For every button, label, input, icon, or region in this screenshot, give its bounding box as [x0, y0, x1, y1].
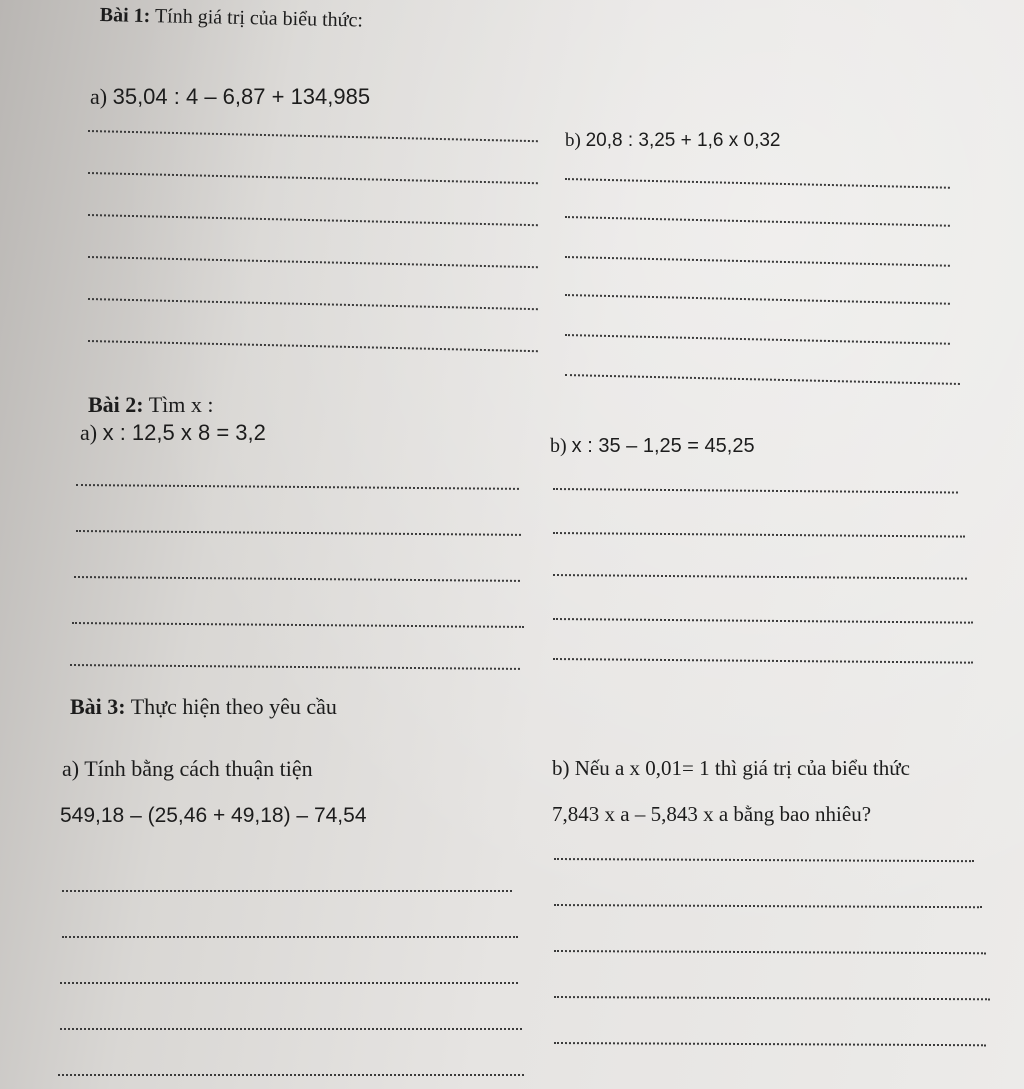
answer-line[interactable] — [565, 334, 950, 345]
answer-line[interactable] — [88, 256, 538, 268]
answer-line[interactable] — [565, 256, 950, 267]
answer-line[interactable] — [88, 340, 538, 352]
answer-line[interactable] — [70, 664, 520, 670]
answer-line[interactable] — [554, 1042, 986, 1046]
answer-line[interactable] — [553, 618, 973, 624]
bai1-a-label: a) — [90, 84, 108, 109]
answer-line[interactable] — [60, 1028, 522, 1030]
answer-line[interactable] — [88, 214, 538, 226]
answer-line[interactable] — [554, 996, 990, 1000]
answer-line[interactable] — [62, 936, 518, 938]
bai2-a-label: a) — [80, 420, 98, 445]
bai2-b-problem — [550, 435, 755, 458]
answer-line[interactable] — [76, 530, 521, 536]
bai3-heading-text: Thực hiện theo yêu cầu — [125, 694, 337, 719]
answer-line[interactable] — [88, 298, 538, 310]
bai2-heading — [88, 392, 214, 418]
bai2-b-expression: x : 35 – 1,25 = 45,25 — [571, 435, 755, 457]
bai2-a-problem — [80, 420, 266, 446]
bai3-b-expression: 7,843 x a – 5,843 x a bằng bao nhiêu? — [552, 802, 872, 826]
answer-line[interactable] — [88, 172, 538, 184]
answer-line[interactable] — [553, 532, 965, 538]
answer-line[interactable] — [565, 294, 950, 305]
answer-line[interactable] — [88, 130, 538, 142]
answer-line[interactable] — [554, 858, 974, 862]
bai3-heading-label: Bài 3: — [70, 694, 126, 719]
answer-line[interactable] — [60, 982, 518, 984]
bai3-b-title: b) Nếu a x 0,01= 1 thì giá trị của biểu thức — [552, 756, 910, 780]
bai3-heading — [70, 694, 337, 720]
bai2-b-label: b) — [550, 435, 567, 457]
bai1-heading-label: Bài 1: — [99, 4, 151, 28]
bai1-b-expression: 20,8 : 3,25 + 1,6 x 0,32 — [585, 130, 781, 151]
bai1-b-problem — [565, 130, 780, 152]
bai1-heading — [100, 4, 364, 33]
answer-line[interactable] — [62, 890, 512, 892]
answer-line[interactable] — [554, 950, 986, 954]
bai2-heading-label: Bài 2: — [88, 392, 144, 417]
answer-line[interactable] — [565, 178, 950, 189]
answer-line[interactable] — [76, 484, 519, 490]
answer-line[interactable] — [58, 1074, 524, 1076]
bai3-a-expression: 549,18 – (25,46 + 49,18) – 74,54 — [60, 804, 367, 827]
answer-line[interactable] — [565, 374, 960, 385]
answer-line[interactable] — [553, 574, 967, 580]
bai1-b-label: b) — [565, 130, 581, 151]
bai1-a-problem — [90, 84, 370, 110]
answer-line[interactable] — [72, 622, 524, 628]
answer-line[interactable] — [554, 904, 982, 908]
bai2-a-expression: x : 12,5 x 8 = 3,2 — [102, 420, 266, 445]
answer-line[interactable] — [74, 576, 520, 582]
bai1-heading-text: Tính giá trị của biểu thức: — [150, 5, 364, 32]
bai3-a-title: a) Tính bằng cách thuận tiện — [62, 756, 313, 781]
answer-line[interactable] — [553, 488, 958, 494]
answer-line[interactable] — [565, 216, 950, 227]
bai2-heading-text: Tìm x : — [143, 392, 214, 417]
bai1-a-expression: 35,04 : 4 – 6,87 + 134,985 — [112, 84, 371, 109]
answer-line[interactable] — [553, 658, 973, 664]
